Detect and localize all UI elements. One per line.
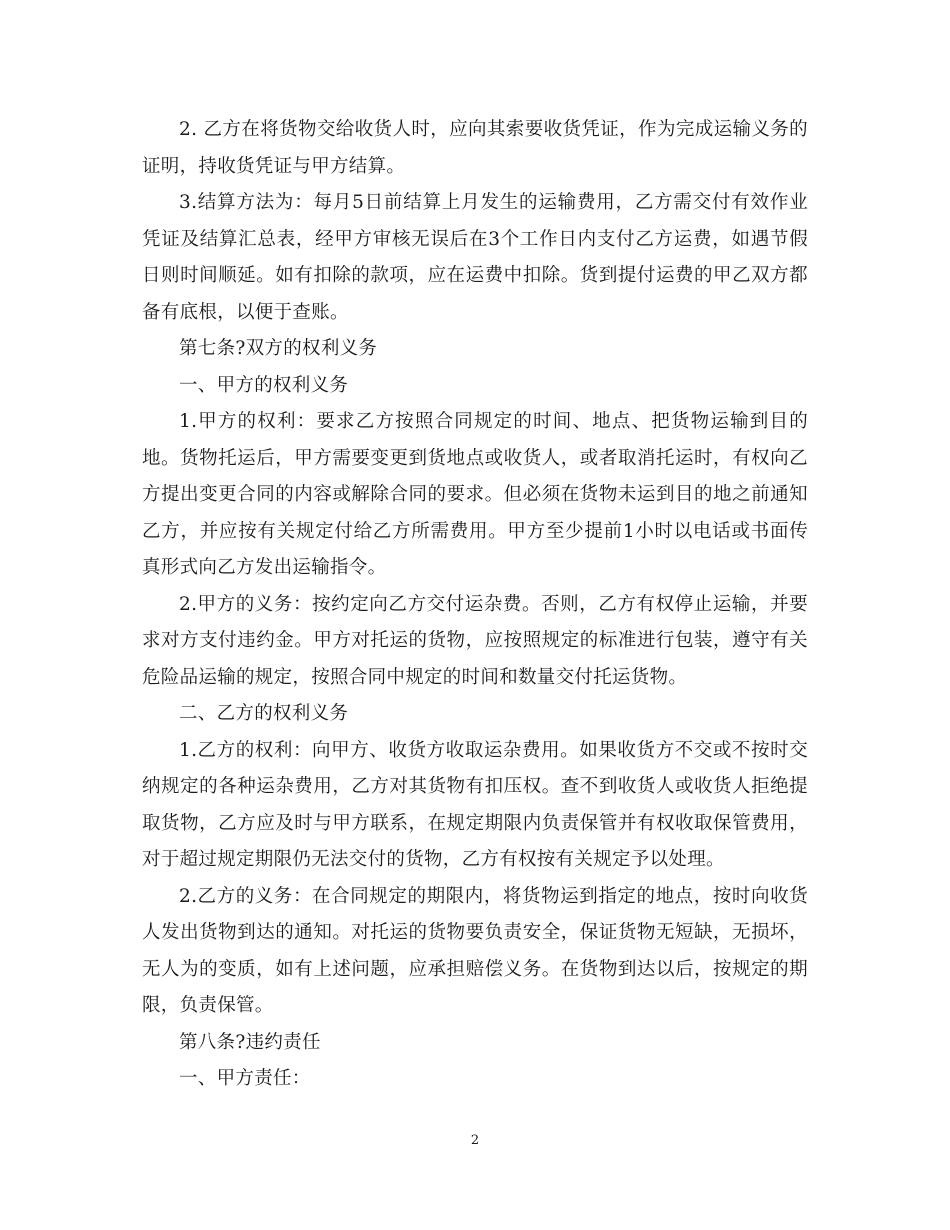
page-number: 2 — [470, 1133, 480, 1148]
article-8-heading: 第八条?违约责任 — [179, 1031, 321, 1053]
section-party-a-liability-heading: 一、甲方责任： — [179, 1068, 311, 1089]
paragraph-settlement-method: 3.结算方法为：每月5日前结算上月发生的运输费用，乙方需交付有效作业凭证及结算汇总表，经甲方审核无误后在3个工作日内支付乙方运费，如遇节假日则时间顺延。如有扣除的款项，应在运费中扣除。货到提付运费的甲乙双方都备有底根，以便于查账。 — [142, 192, 808, 323]
section-party-b-heading: 二、乙方的权利义务 — [179, 703, 349, 724]
page-body — [142, 112, 808, 1098]
paragraph-party-b-rights: 1.乙方的权利：向甲方、收货方收取运杂费用。如果收货方不交或不按时交纳规定的各种运杂费用，乙方对其货物有扣压权。查不到收货人或收货人拒绝提取货物，乙方应及时与甲方联系，在规定期限内负责保管并有权收取保管费用，对于超过规定期限仍无法交付的货物，乙方有权按有关规定予以处理。 — [142, 739, 808, 870]
section-party-a-heading: 一、甲方的权利义务 — [179, 374, 349, 396]
article-7-heading: 第七条?双方的权利义务 — [179, 338, 378, 359]
paragraph-party-b-obligations: 2.乙方的义务：在合同规定的期限内，将货物运到指定的地点，按时向收货人发出货物到达的通知。对托运的货物要负责安全，保证货物无短缺，无损坏，无人为的变质，如有上述问题，应承担赔偿义务。在货物到达以后，按规定的期限，负责保管。 — [142, 885, 808, 1016]
paragraph-party-a-rights: 1.甲方的权利：要求乙方按照合同规定的时间、地点、把货物运输到目的地。货物托运后，甲方需要变更到货地点或收货人，或者取消托运时，有权向乙方提出变更合同的内容或解除合同的要求。但必须在货物未运到目的地之前通知乙方，并应按有关规定付给乙方所需费用。甲方至少提前1小时以电话或书面传真形式向乙方发出运输指令。 — [142, 411, 808, 578]
paragraph-delivery-receipt: 2. 乙方在将货物交给收货人时，应向其索要收货凭证，作为完成运输义务的证明，持收货凭证与甲方结算。 — [142, 119, 808, 177]
paragraph-party-a-obligations: 2.甲方的义务：按约定向乙方交付运杂费。否则，乙方有权停止运输，并要求对方支付违约金。甲方对托运的货物，应按照规定的标准进行包装，遵守有关危险品运输的规定，按照合同中规定的时间和数量交付托运货物。 — [142, 593, 808, 688]
